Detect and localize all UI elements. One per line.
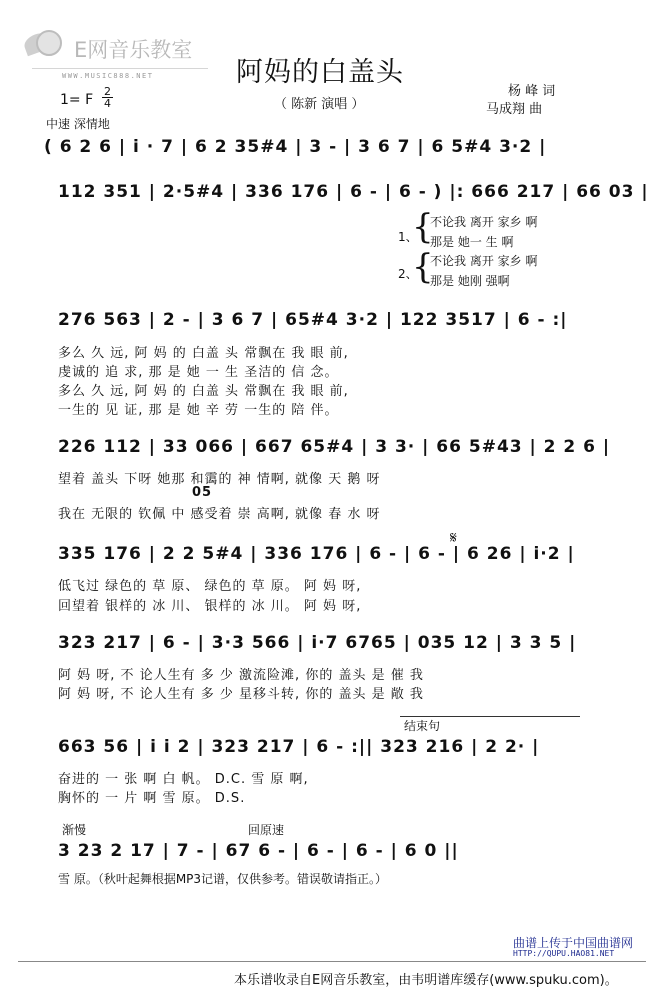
restore-mark: 回原速	[248, 823, 285, 837]
verse-label-1: 1、	[398, 230, 418, 244]
key-signature: 1= F	[60, 92, 94, 108]
verse-1-line-a: 不论我 离开 家乡 啊	[430, 215, 538, 229]
score-row-3: 276 563 | 2 - | 3 6 7 | 65#4 3·2 | 122 3517 | 6 - :|	[58, 310, 568, 330]
score-row-6: 323 217 | 6 - | 3·3 566 | i·7 6765 | 035 12 | 3 3 5 |	[58, 633, 577, 653]
lyricist: 杨 峰 词	[508, 84, 556, 99]
meter-top: 2	[104, 85, 111, 98]
verse-2-line-a: 不论我 离开 家乡 啊	[430, 254, 538, 268]
score-row-7: 663 56 | i i 2 | 323 217 | 6 - :|| 323 216 | 2 2· |	[58, 737, 540, 757]
singer: （ 陈新 演唱 ）	[274, 97, 365, 112]
verse-label-2: 2、	[398, 267, 418, 281]
lyric-line: 低飞过 绿色的 草 原、 绿色的 草 原。 阿 妈 呀,	[58, 579, 362, 594]
segno-icon: 𝄋	[450, 528, 457, 547]
verse-2-line-b: 那是 她刚 强啊	[430, 274, 510, 288]
lyric-line: 胸怀的 一 片 啊 雪 原。 D.S.	[58, 791, 246, 806]
score-row-8: 3 23 2 17 | 7 - | 67 6 - | 6 - | 6 - | 6 0 ||	[58, 841, 459, 861]
logo-url: WWW.MUSIC888.NET	[62, 72, 154, 80]
score-row-2: 112 351 | 2·5#4 | 336 176 | 6 - | 6 - ) |: 666 217 | 66 03 |	[58, 182, 649, 202]
lyric-line: 虔诚的 追 求, 那 是 她 一 生 圣洁的 信 念。	[58, 365, 339, 380]
logo-text: E网音乐教室	[74, 38, 193, 62]
score-row-1: ( 6 2 6 | i · 7 | 6 2 35#4 | 3 - | 3 6 7 | 6 5#4 3·2 |	[44, 137, 547, 157]
alt-notes: 05	[192, 485, 213, 500]
score-row-4: 226 112 | 33 066 | 667 65#4 | 3 3· | 66 5#43 | 2 2 6 |	[58, 437, 611, 457]
lyric-line: 我在 无限的 钦佩 中 感受着 崇 高啊, 就像 春 水 呀	[58, 507, 381, 522]
lyric-line: 雪 原。（秋叶起舞根据MP3记谱，仅供参考。错误敬请指正。）	[58, 872, 388, 886]
lyric-line: 奋进的 一 张 啊 白 帆。 D.C. 雪 原 啊,	[58, 772, 309, 787]
composer: 马成翔 曲	[486, 102, 543, 117]
lyric-line: 回望着 银样的 冰 川、 银样的 冰 川。 阿 妈 呀,	[58, 599, 362, 614]
tempo-marking: 中速 深情地	[46, 117, 110, 131]
tempo-mark: 渐慢	[62, 823, 87, 837]
footer-note: 本乐谱收录自E网音乐教室，由韦明谱库缓存(www.spuku.com)。	[234, 973, 618, 988]
lyric-line: 多么 久 远, 阿 妈 的 白盖 头 常飘在 我 眼 前,	[58, 384, 349, 399]
lyric-line: 阿 妈 呀, 不 论人生有 多 少 激流险滩, 你的 盖头 是 催 我	[58, 668, 424, 683]
lyric-line: 望着 盖头 下呀 她那 和霭的 神 情啊, 就像 天 鹅 呀	[58, 472, 381, 487]
verse-1-line-b: 那是 她一 生 啊	[430, 235, 514, 249]
lyric-line: 阿 妈 呀, 不 论人生有 多 少 星移斗转, 你的 盖头 是 敞 我	[58, 687, 424, 702]
ending-label: 结束句	[404, 719, 441, 733]
song-title: 阿妈的白盖头	[236, 57, 404, 88]
brace-icon: {	[412, 247, 434, 287]
lyric-line: 一生的 见 证, 那 是 她 辛 劳 一生的 陪 伴。	[58, 403, 339, 418]
time-signature	[102, 86, 113, 109]
upload-credit-url[interactable]: HTTP://QUPU.HAO81.NET	[513, 949, 615, 958]
meter-bottom: 4	[104, 97, 111, 110]
music-note-logo-icon	[22, 28, 62, 64]
score-row-5: 335 176 | 2 2 5#4 | 336 176 | 6 - | 6 - | 6 26 | i·2 |	[58, 544, 575, 564]
brace-icon: {	[412, 207, 434, 247]
upload-credit: 曲谱上传于中国曲谱网	[513, 936, 634, 950]
footer-divider	[18, 961, 646, 962]
lyric-line: 多么 久 远, 阿 妈 的 白盖 头 常飘在 我 眼 前,	[58, 346, 349, 361]
site-logo	[22, 28, 193, 80]
